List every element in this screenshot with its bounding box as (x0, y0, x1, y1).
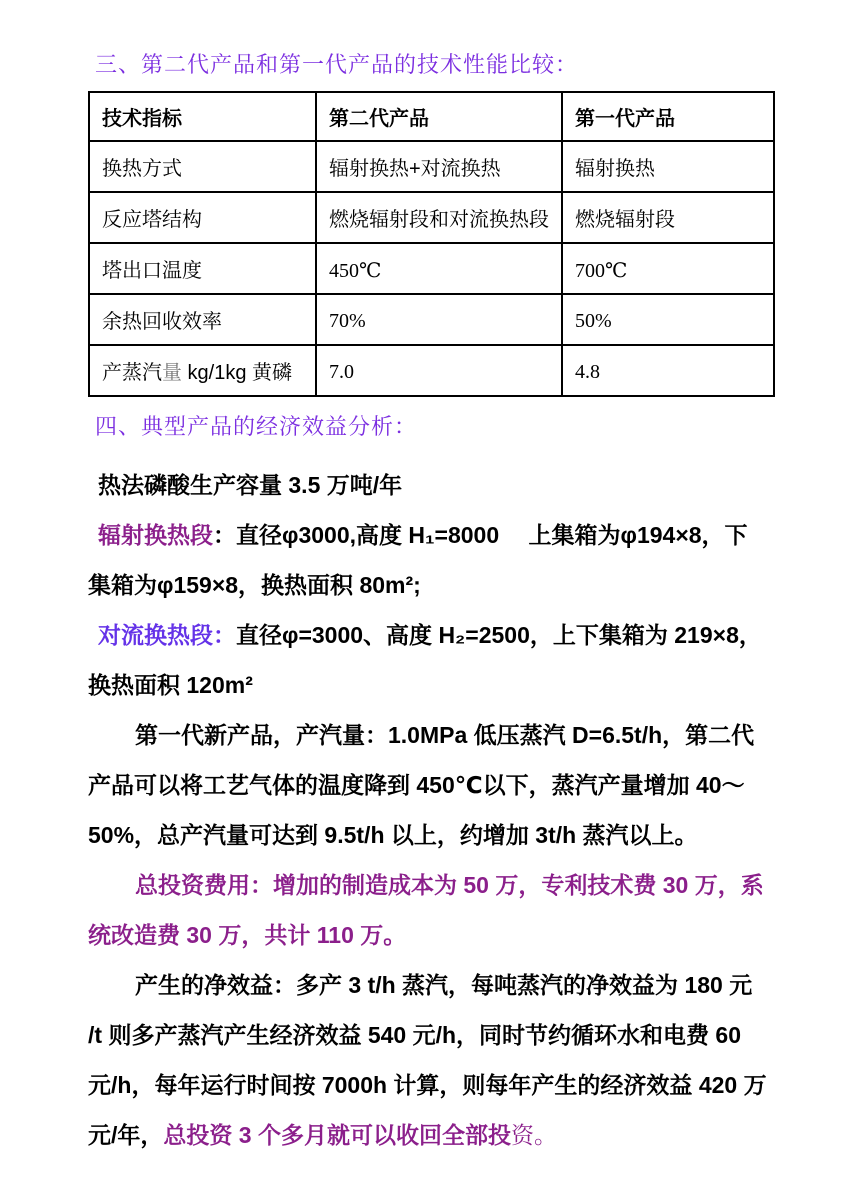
radiant-section-label: 辐射换热段 (98, 522, 213, 548)
comparison-table (88, 91, 775, 397)
indicator-grey-char: 量 (162, 362, 182, 384)
gen1-paragraph-line3: 50%，总产汽量可达到 9.5t/h 以上，约增加 3t/h 蒸汽以上。 (88, 822, 698, 848)
gen1-paragraph-line1: 第一代新产品，产汽量：1.0MPa 低压蒸汽 D=6.5t/h，第二代 (135, 722, 755, 748)
gen1-paragraph-line2: 产品可以将工艺气体的温度降到 450℃以下，蒸汽产量增加 40～ (88, 772, 745, 798)
table-header-row (89, 92, 774, 141)
table-row (89, 141, 774, 192)
cell-indicator: 塔出口温度 (89, 243, 316, 294)
header-gen2: 第二代产品 (316, 92, 562, 141)
radiant-section-line2: 集箱为φ159×8，换热面积 80m²; (88, 572, 421, 598)
cell-gen1: 辐射换热 (562, 141, 774, 192)
benefit-line4-black: 元/年， (88, 1122, 164, 1148)
convection-section-line2: 换热面积 120m² (88, 672, 253, 698)
indicator-prefix: 产蒸汽 (102, 362, 162, 384)
cell-gen2: 辐射换热+对流换热 (316, 141, 562, 192)
benefit-paragraph-line4 (88, 1110, 789, 1160)
cell-gen2: 7.0 (316, 345, 562, 396)
convection-section-label: 对流换热段 (98, 622, 213, 648)
table-row (89, 294, 774, 345)
radiant-section-line1 (88, 510, 789, 560)
table-row (89, 192, 774, 243)
cell-indicator: 换热方式 (89, 141, 316, 192)
indicator-suffix: kg/1kg 黄磷 (182, 362, 293, 384)
benefit-line4-purple-regular: 资。 (510, 1122, 557, 1148)
cell-gen2: 450℃ (316, 243, 562, 294)
header-gen1: 第一代产品 (562, 92, 774, 141)
table-row (89, 345, 774, 396)
cell-indicator (89, 345, 316, 396)
radiant-section-text: ：直径φ3000,高度 H₁=8000 上集箱为φ194×8，下 (213, 522, 748, 548)
cell-gen2: 燃烧辐射段和对流换热段 (316, 192, 562, 243)
cell-gen1: 4.8 (562, 345, 774, 396)
investment-paragraph-line1: 总投资费用：增加的制造成本为 50 万，专利技术费 30 万，系 (135, 872, 764, 898)
cell-indicator: 余热回收效率 (89, 294, 316, 345)
section-4-title: 四、典型产品的经济效益分析： (95, 415, 418, 440)
convection-section-colon: ： (213, 622, 236, 648)
section-3-title: 三、第二代产品和第一代产品的技术性能比较： (95, 53, 579, 78)
convection-section-text: 直径φ=3000、高度 H₂=2500，上下集箱为 219×8， (236, 622, 762, 648)
capacity-line: 热法磷酸生产容量 3.5 万吨/年 (98, 472, 403, 498)
cell-indicator: 反应塔结构 (89, 192, 316, 243)
header-indicator: 技术指标 (89, 92, 316, 141)
cell-gen1: 700℃ (562, 243, 774, 294)
cell-gen1: 50% (562, 294, 774, 345)
convection-section-line1 (88, 610, 789, 660)
benefit-paragraph-line3: 元/h，每年运行时间按 7000h 计算，则每年产生的经济效益 420 万 (88, 1072, 767, 1098)
investment-paragraph-line2: 统改造费 30 万，共计 110 万。 (88, 922, 407, 948)
table-row (89, 243, 774, 294)
cell-gen2: 70% (316, 294, 562, 345)
body-text (88, 460, 789, 1160)
cell-gen1: 燃烧辐射段 (562, 192, 774, 243)
benefit-paragraph-line1: 产生的净效益：多产 3 t/h 蒸汽，每吨蒸汽的净效益为 180 元 (135, 972, 753, 998)
benefit-paragraph-line2: /t 则多产蒸汽产生经济效益 540 元/h，同时节约循环水和电费 60 (88, 1022, 742, 1048)
benefit-line4-purple-bold: 总投资 3 个多月就可以收回全部投 (163, 1122, 511, 1148)
